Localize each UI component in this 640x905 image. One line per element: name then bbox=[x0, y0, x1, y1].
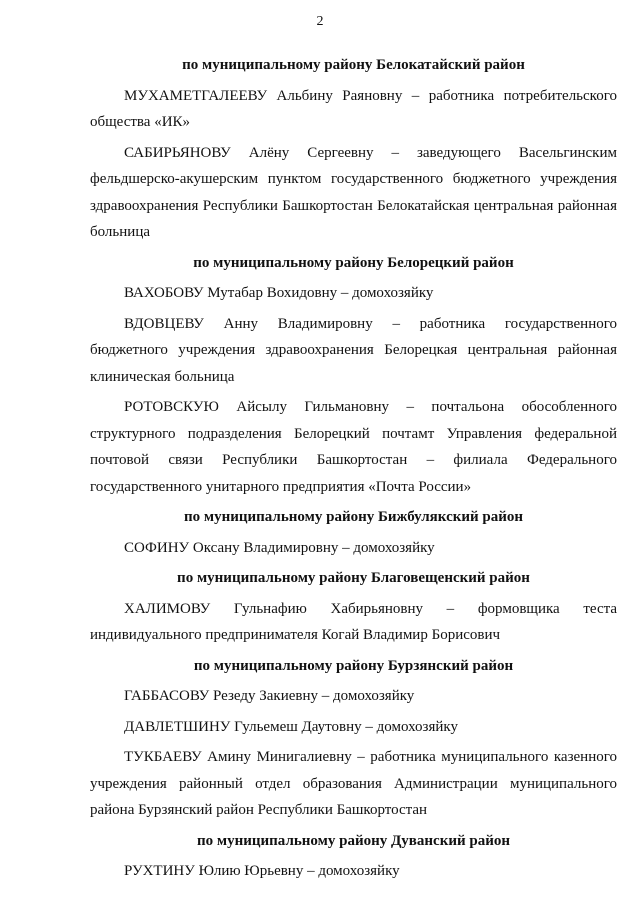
page-number: 2 bbox=[316, 14, 324, 29]
district-section bbox=[90, 565, 617, 649]
district-heading: по муниципальному району Бижбулякский район bbox=[183, 509, 524, 525]
document-body bbox=[90, 50, 617, 889]
district-heading: по муниципальному району Белокатайский район bbox=[182, 57, 525, 73]
award-entry: ДАВЛЕТШИНУ Гульемеш Даутовну – домохозяйку bbox=[124, 718, 458, 735]
district-section bbox=[90, 828, 617, 885]
award-entry: РУХТИНУ Юлию Юрьевну – домохозяйку bbox=[124, 863, 400, 879]
award-entry: ТУКБАЕВУ Амину Минигалиевну – работника муниципального казенного учреждения районный отдел образования Администрации муниципального района Бурзянский район Республики Башкортостан bbox=[90, 749, 617, 818]
award-entry: ХАЛИМОВУ Гульнафию Хабирьяновну – формовщика теста индивидуального предпринимателя Когай Владимир Борисович bbox=[90, 600, 617, 643]
district-section bbox=[90, 250, 617, 501]
award-entry: ВАХОБОВУ Мутабар Вохидовну – домохозяйку bbox=[124, 285, 434, 301]
district-section bbox=[90, 504, 617, 561]
award-entry: МУХАМЕТГАЛЕЕВУ Альбину Раяновну – работника потребительского общества «ИК» bbox=[90, 87, 617, 130]
award-entry: ГАББАСОВУ Резеду Закиевну – домохозяйку bbox=[124, 688, 415, 704]
district-heading: по муниципальному району Белорецкий район bbox=[193, 254, 514, 271]
award-entry: РОТОВСКУЮ Айсылу Гильмановну – почтальона обособленного структурного подразделения Белорецкий почтамт Управления федеральной почтовой связи Республики Башкортостан – филиала Федерального государственного унитарного предприятия «Почта России» bbox=[90, 399, 617, 495]
award-entry: СОФИНУ Оксану Владимировну – домохозяйку bbox=[124, 539, 435, 556]
district-heading: по муниципальному району Благовещенский район bbox=[177, 570, 530, 586]
award-entry: САБИРЬЯНОВУ Алёну Сергеевну – заведующего Васельгинским фельдшерско-акушерским пунктом государственного бюджетного учреждения здравоохранения Республики Башкортостан Белокатайская центральная районная больница bbox=[90, 144, 617, 240]
district-section bbox=[90, 52, 617, 246]
district-section bbox=[90, 653, 617, 824]
district-heading: по муниципальному району Дуванский район bbox=[196, 832, 511, 849]
award-entry: ВДОВЦЕВУ Анну Владимировну – работника государственного бюджетного учреждения здравоохранения Белорецкая центральная районная клиническая больница bbox=[90, 315, 617, 385]
district-heading: по муниципальному району Бурзянский район bbox=[193, 657, 514, 674]
